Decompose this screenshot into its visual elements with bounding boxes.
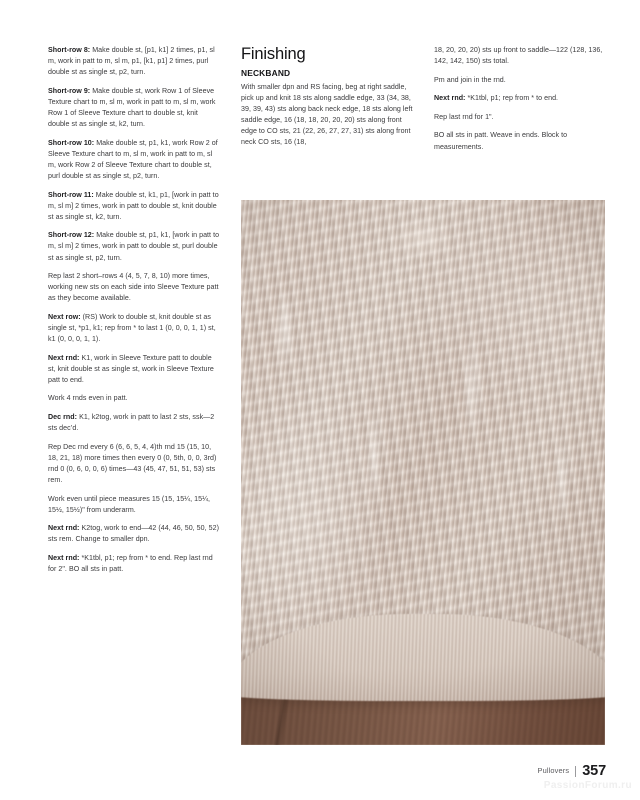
site-watermark: PassionForum.ru <box>543 780 632 791</box>
paragraph <box>48 393 220 404</box>
paragraph-body: Work even until piece measures 15 (15, 15¼, 15¼, 15½, 15½)" from underarm. <box>48 494 211 514</box>
paragraph-lead: Short-row 9: <box>48 86 91 95</box>
paragraph <box>48 523 220 545</box>
section-heading-finishing: Finishing <box>241 45 306 63</box>
paragraph <box>48 494 220 516</box>
paragraph <box>48 353 220 386</box>
paragraph <box>48 312 220 345</box>
footer-section-name: Pullovers <box>537 766 570 775</box>
paragraph <box>48 271 220 304</box>
paragraph-body: Make double st, p1, k1, work Row 2 of Sleeve Texture chart to m, sl m, work in patt to m, sl m, work Row 2 of Sleeve Texture chart to double st, purl double st as single st, p2, turn. <box>48 138 218 180</box>
paragraph-body: Make double st, work Row 1 of Sleeve Texture chart to m, sl m, work in patt to m, sl m, work Row 1 of Sleeve Texture chart to double st, knit double st as single st, k2, turn. <box>48 86 216 129</box>
sweater-photograph <box>241 200 605 745</box>
paragraph-lead: Short-row 11: <box>48 190 94 199</box>
text-column-middle <box>241 45 417 156</box>
footer-divider <box>575 766 576 777</box>
paragraph <box>434 112 606 123</box>
paragraph-lead: Next rnd: <box>434 94 466 103</box>
paragraph <box>241 82 417 149</box>
text-column-left <box>48 45 220 583</box>
paragraph <box>434 93 606 104</box>
paragraph <box>48 553 220 575</box>
paragraph-body: Make double st, [p1, k1] 2 times, p1, sl m, work in patt to m, sl m, p1, [k1, p1] 2 times, purl double st as single st, p2, turn. <box>48 46 215 77</box>
paragraph-body: Rep Dec rnd every 6 (6, 6, 5, 4, 4)th rnd 15 (15, 10, 18, 21, 18) more times then every 0 (0, 5th, 0, 0, 3rd) rnd 0 (0, 6, 0, 0, 6) times—43 (45, 47, 51, 51, 53) sts rem. <box>48 442 217 484</box>
paragraph-lead: Short-row 10: <box>48 138 95 147</box>
page-number: 357 <box>582 763 606 779</box>
paragraph-body: Make double st, k1, p1, [work in patt to m, sl m] 2 times, work in patt to double st, knit double st as single st, k2, turn. <box>48 190 219 221</box>
paragraph-body: BO all sts in patt. Weave in ends. Block to measurements. <box>434 131 568 151</box>
paragraph-body: K1, k2tog, work in patt to last 2 sts, ssk—2 sts dec’d. <box>48 413 215 433</box>
paragraph-body: *K1tbl, p1; rep from * to end. Rep last rnd for 2". BO all sts in patt. <box>48 553 213 574</box>
paragraph-lead: Next rnd: <box>48 553 80 562</box>
paragraph-lead: Next rnd: <box>48 353 80 362</box>
paragraph <box>48 86 220 130</box>
paragraph <box>434 130 606 152</box>
paragraph <box>48 45 220 78</box>
paragraph-body: *K1tbl, p1; rep from * to end. <box>465 94 559 103</box>
paragraph-lead: Short-row 8: <box>48 46 91 54</box>
paragraph <box>434 45 606 67</box>
subsection-heading-neckband: NECKBAND <box>241 68 291 78</box>
page-footer <box>48 762 606 780</box>
paragraph-body: Rep last 2 short–rows 4 (4, 5, 7, 8, 10) more times, working new sts on each side into Sleeve Texture patt as they become available. <box>48 272 219 303</box>
paragraph-body: 18, 20, 20, 20) sts up front to saddle—122 (128, 136, 142, 142, 150) sts total. <box>434 46 603 66</box>
paragraph-body: (RS) Work to double st, knit double st as single st, *p1, k1; rep from * to last 1 (0, 0, 0, 1, 1) st, k1 (0, 0, 0, 1, 1). <box>48 312 216 344</box>
paragraph <box>434 75 606 86</box>
paragraph <box>48 190 220 223</box>
paragraph-lead: Next rnd: <box>48 524 80 533</box>
paragraph-lead: Next row: <box>48 312 81 321</box>
paragraph-body: Pm and join in the rnd. <box>434 75 506 84</box>
paragraph-body: Rep last rnd for 1". <box>434 112 494 121</box>
text-column-right <box>434 45 606 160</box>
paragraph <box>48 412 220 434</box>
paragraph-body: K2tog, work to end—42 (44, 46, 50, 50, 52) sts rem. Change to smaller dpn. <box>48 524 220 544</box>
paragraph-lead: Short-row 12: <box>48 231 95 240</box>
photo-vignette <box>241 200 605 745</box>
paragraph <box>48 138 220 182</box>
paragraph-body: Make double st, p1, k1, [work in patt to m, sl m] 2 times, work in patt to double st, purl double st as single st, p2, turn. <box>48 231 220 262</box>
paragraph-body: With smaller dpn and RS facing, beg at right saddle, pick up and knit 18 sts along saddle edge, 33 (34, 38, 39, 39, 43) sts along back neck edge, 18 sts along left saddle edge, 16 (18, 18, 20, 20, 20) sts along front edge to CO sts, 21 (22, 26, 27, 27, 31) sts along front neck CO sts, 16 (18, <box>241 83 413 147</box>
paragraph-lead: Dec rnd: <box>48 413 78 422</box>
paragraph <box>48 442 220 486</box>
paragraph-body: K1, work in Sleeve Texture patt to double st, knit double st as single st, work in Sleeve Texture patt to end. <box>48 353 214 384</box>
paragraph <box>48 230 220 263</box>
paragraph-body: Work 4 rnds even in patt. <box>48 394 128 403</box>
